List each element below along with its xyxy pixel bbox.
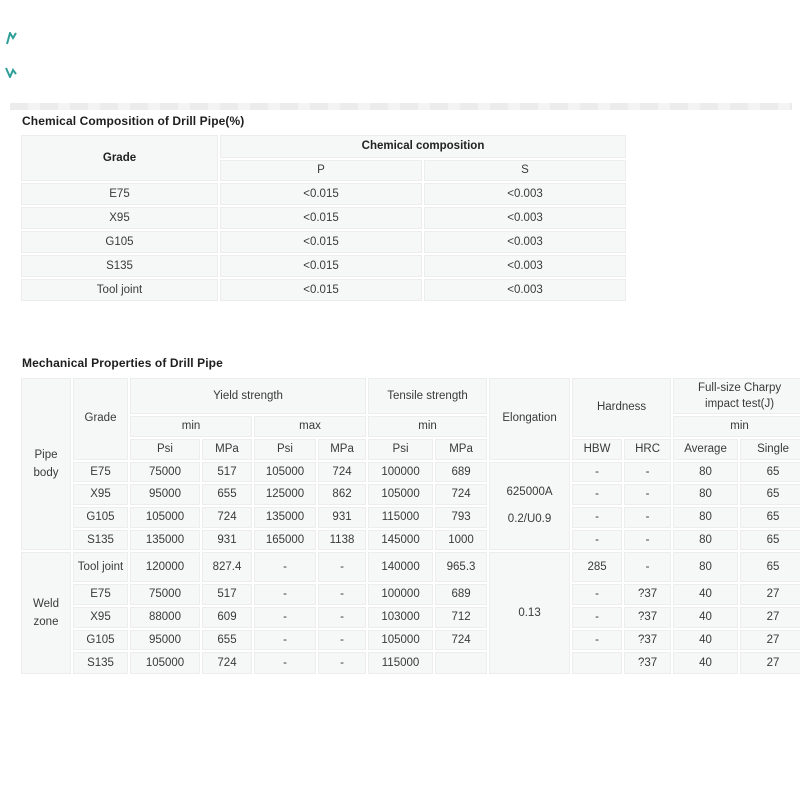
value-cell: 931 bbox=[202, 530, 252, 551]
value-cell: - bbox=[572, 530, 622, 551]
average-header: Average bbox=[673, 439, 738, 460]
value-cell: 689 bbox=[435, 584, 487, 605]
grade-cell: X95 bbox=[21, 207, 218, 229]
pipe-body-group-label: Pipe body bbox=[21, 378, 71, 550]
table-row bbox=[21, 552, 800, 582]
value-cell: 140000 bbox=[368, 552, 433, 582]
value-cell: 27 bbox=[740, 652, 800, 674]
value-cell: - bbox=[572, 630, 622, 651]
value-cell: 724 bbox=[318, 462, 366, 483]
value-cell: 655 bbox=[202, 630, 252, 651]
teal-decorative-mark-icon bbox=[5, 65, 17, 83]
value-cell: - bbox=[318, 652, 366, 674]
value-cell: <0.015 bbox=[220, 207, 422, 229]
p-column-header: P bbox=[220, 160, 422, 181]
value-cell: 40 bbox=[673, 652, 738, 674]
table-row bbox=[21, 530, 800, 551]
value-cell: 80 bbox=[673, 462, 738, 483]
table-header-row bbox=[21, 135, 626, 158]
value-cell: 165000 bbox=[254, 530, 316, 551]
value-cell: - bbox=[624, 462, 671, 483]
table-row bbox=[21, 630, 800, 651]
value-cell: 1000 bbox=[435, 530, 487, 551]
value-cell: - bbox=[254, 552, 316, 582]
mechanical-properties-table bbox=[19, 376, 800, 676]
value-cell: 115000 bbox=[368, 652, 433, 674]
value-cell: 27 bbox=[740, 630, 800, 651]
table-units-row bbox=[21, 439, 800, 460]
s-column-header: S bbox=[424, 160, 626, 181]
grade-cell: Tool joint bbox=[21, 279, 218, 301]
value-cell: 65 bbox=[740, 507, 800, 528]
mechanical-table-title: Mechanical Properties of Drill Pipe bbox=[22, 356, 223, 370]
value-cell: 724 bbox=[202, 652, 252, 674]
hardness-header: Hardness bbox=[572, 378, 671, 437]
chemical-composition-header: Chemical composition bbox=[220, 135, 626, 158]
value-cell: 793 bbox=[435, 507, 487, 528]
value-cell: 517 bbox=[202, 462, 252, 483]
value-cell: 105000 bbox=[130, 652, 200, 674]
value-cell: ?37 bbox=[624, 630, 671, 651]
value-cell: - bbox=[254, 584, 316, 605]
value-cell: 27 bbox=[740, 607, 800, 628]
value-cell: - bbox=[572, 484, 622, 505]
value-cell: 145000 bbox=[368, 530, 433, 551]
value-cell: - bbox=[624, 552, 671, 582]
mpa-header: MPa bbox=[202, 439, 252, 460]
value-cell: 862 bbox=[318, 484, 366, 505]
grade-cell: Tool joint bbox=[73, 552, 128, 582]
single-header: Single bbox=[740, 439, 800, 460]
psi-header: Psi bbox=[130, 439, 200, 460]
value-cell bbox=[435, 652, 487, 674]
value-cell: 609 bbox=[202, 607, 252, 628]
yield-min-header: min bbox=[130, 416, 252, 437]
grade-cell: G105 bbox=[73, 630, 128, 651]
grade-cell: G105 bbox=[73, 507, 128, 528]
value-cell: 724 bbox=[202, 507, 252, 528]
table-header-row bbox=[21, 378, 800, 414]
psi-header: Psi bbox=[254, 439, 316, 460]
value-cell: - bbox=[572, 607, 622, 628]
value-cell: <0.015 bbox=[220, 231, 422, 253]
tensile-strength-header: Tensile strength bbox=[368, 378, 487, 414]
value-cell: 80 bbox=[673, 484, 738, 505]
value-cell: <0.003 bbox=[424, 207, 626, 229]
weld-zone-group-label: Weld zone bbox=[21, 552, 71, 674]
grade-cell: E75 bbox=[21, 183, 218, 205]
yield-max-header: max bbox=[254, 416, 366, 437]
table-row bbox=[21, 484, 800, 505]
value-cell: ?37 bbox=[624, 652, 671, 674]
page-top-divider bbox=[10, 103, 792, 110]
teal-decorative-mark-icon bbox=[5, 32, 17, 50]
value-cell: 827.4 bbox=[202, 552, 252, 582]
chemical-table-title: Chemical Composition of Drill Pipe(%) bbox=[22, 114, 245, 128]
value-cell: 65 bbox=[740, 484, 800, 505]
table-row bbox=[21, 231, 626, 253]
value-cell: 95000 bbox=[130, 630, 200, 651]
value-cell: - bbox=[624, 484, 671, 505]
grade-cell: E75 bbox=[73, 584, 128, 605]
value-cell bbox=[572, 652, 622, 674]
grade-cell: S135 bbox=[73, 652, 128, 674]
value-cell: 80 bbox=[673, 507, 738, 528]
table-subheader-row bbox=[21, 416, 800, 437]
value-cell: 115000 bbox=[368, 507, 433, 528]
table-row bbox=[21, 652, 800, 674]
value-cell: 105000 bbox=[368, 630, 433, 651]
table-row bbox=[21, 462, 800, 483]
value-cell: 125000 bbox=[254, 484, 316, 505]
value-cell: 40 bbox=[673, 630, 738, 651]
hbw-header: HBW bbox=[572, 439, 622, 460]
grade-cell: X95 bbox=[73, 607, 128, 628]
value-cell: 65 bbox=[740, 530, 800, 551]
value-cell: 88000 bbox=[130, 607, 200, 628]
grade-column-header: Grade bbox=[73, 378, 128, 460]
table-row bbox=[21, 279, 626, 301]
table-row bbox=[21, 183, 626, 205]
value-cell: ?37 bbox=[624, 584, 671, 605]
value-cell: 1138 bbox=[318, 530, 366, 551]
grade-cell: X95 bbox=[73, 484, 128, 505]
value-cell: 724 bbox=[435, 484, 487, 505]
value-cell: - bbox=[318, 584, 366, 605]
value-cell: 689 bbox=[435, 462, 487, 483]
value-cell: 80 bbox=[673, 530, 738, 551]
value-cell: 40 bbox=[673, 584, 738, 605]
value-cell: - bbox=[624, 530, 671, 551]
grade-column-header: Grade bbox=[21, 135, 218, 181]
charpy-min-header: min bbox=[673, 416, 800, 437]
value-cell: - bbox=[572, 584, 622, 605]
value-cell: 95000 bbox=[130, 484, 200, 505]
elongation-header: Elongation bbox=[489, 378, 570, 460]
value-cell: 65 bbox=[740, 462, 800, 483]
value-cell: - bbox=[254, 652, 316, 674]
tensile-min-header: min bbox=[368, 416, 487, 437]
value-cell: 105000 bbox=[130, 507, 200, 528]
value-cell: 75000 bbox=[130, 462, 200, 483]
table-row bbox=[21, 255, 626, 277]
value-cell: 724 bbox=[435, 630, 487, 651]
value-cell: <0.003 bbox=[424, 231, 626, 253]
value-cell: <0.003 bbox=[424, 183, 626, 205]
table-row bbox=[21, 607, 800, 628]
value-cell: - bbox=[572, 507, 622, 528]
value-cell: 40 bbox=[673, 607, 738, 628]
value-cell: <0.015 bbox=[220, 183, 422, 205]
value-cell: - bbox=[318, 552, 366, 582]
yield-strength-header: Yield strength bbox=[130, 378, 366, 414]
value-cell: 100000 bbox=[368, 462, 433, 483]
value-cell: 27 bbox=[740, 584, 800, 605]
value-cell: <0.003 bbox=[424, 279, 626, 301]
value-cell: 965.3 bbox=[435, 552, 487, 582]
grade-cell: S135 bbox=[21, 255, 218, 277]
psi-header: Psi bbox=[368, 439, 433, 460]
value-cell: 100000 bbox=[368, 584, 433, 605]
value-cell: - bbox=[318, 630, 366, 651]
grade-cell: G105 bbox=[21, 231, 218, 253]
mpa-header: MPa bbox=[435, 439, 487, 460]
value-cell: ?37 bbox=[624, 607, 671, 628]
value-cell: <0.003 bbox=[424, 255, 626, 277]
value-cell: - bbox=[572, 462, 622, 483]
table-row bbox=[21, 507, 800, 528]
value-cell: 135000 bbox=[130, 530, 200, 551]
value-cell: - bbox=[254, 607, 316, 628]
value-cell: 712 bbox=[435, 607, 487, 628]
value-cell: - bbox=[624, 507, 671, 528]
value-cell: - bbox=[318, 607, 366, 628]
mpa-header: MPa bbox=[318, 439, 366, 460]
value-cell: 105000 bbox=[254, 462, 316, 483]
value-cell: - bbox=[254, 630, 316, 651]
value-cell: 135000 bbox=[254, 507, 316, 528]
value-cell: 65 bbox=[740, 552, 800, 582]
charpy-header: Full-size Charpy impact test(J) bbox=[673, 378, 800, 414]
value-cell: <0.015 bbox=[220, 279, 422, 301]
value-cell: 80 bbox=[673, 552, 738, 582]
weld-zone-elongation-cell: 0.13 bbox=[489, 552, 570, 674]
grade-cell: E75 bbox=[73, 462, 128, 483]
value-cell: 103000 bbox=[368, 607, 433, 628]
value-cell: 105000 bbox=[368, 484, 433, 505]
value-cell: 931 bbox=[318, 507, 366, 528]
grade-cell: S135 bbox=[73, 530, 128, 551]
value-cell: 517 bbox=[202, 584, 252, 605]
value-cell: 75000 bbox=[130, 584, 200, 605]
value-cell: 120000 bbox=[130, 552, 200, 582]
table-row bbox=[21, 584, 800, 605]
pipe-body-elongation-cell: 625000A 0.2/U0.9 bbox=[489, 462, 570, 551]
value-cell: <0.015 bbox=[220, 255, 422, 277]
value-cell: 285 bbox=[572, 552, 622, 582]
chemical-composition-table bbox=[19, 133, 628, 303]
table-row bbox=[21, 207, 626, 229]
value-cell: 655 bbox=[202, 484, 252, 505]
hrc-header: HRC bbox=[624, 439, 671, 460]
